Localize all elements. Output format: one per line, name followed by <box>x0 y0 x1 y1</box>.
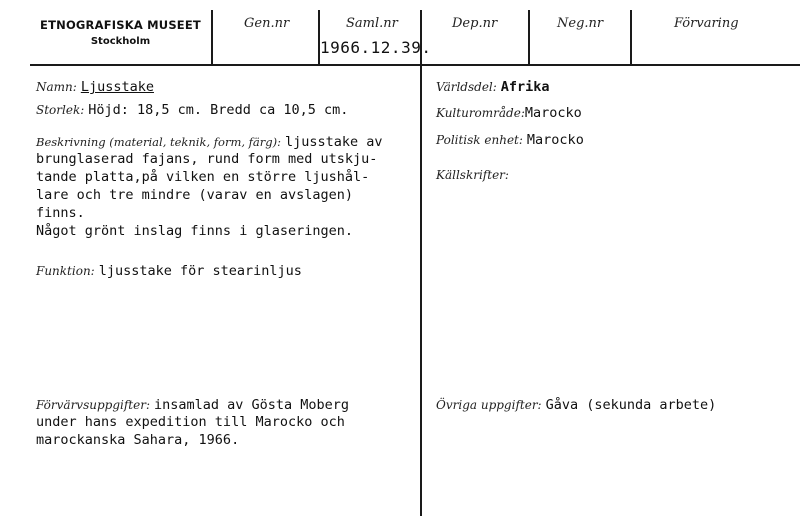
body-center-divider <box>420 64 422 516</box>
museum-name: ETNOGRAFISKA MUSEET <box>40 18 201 32</box>
namn-field <box>36 78 154 96</box>
neg-nr-label: Neg.nr <box>557 16 604 31</box>
kulturomrade-label: Kulturområde: <box>436 106 525 120</box>
forvarv-text: under hans expedition till Marocko och marockanska Sahara, 1966. <box>36 414 345 448</box>
saml-nr-value: 1966.12.39. <box>320 38 432 57</box>
kallskrifter-field <box>436 166 509 184</box>
storlek-label: Storlek: <box>36 103 85 117</box>
storlek-value: Höjd: 18,5 cm. Bredd ca 10,5 cm. <box>88 102 349 118</box>
varldsdel-field <box>436 78 550 96</box>
forvarv-first-line: insamlad av Gösta Moberg <box>154 397 350 413</box>
kulturomrade-value: Marocko <box>524 105 582 121</box>
forvarv-label: Förvärvsuppgifter: <box>36 398 150 412</box>
funktion-field <box>36 262 302 280</box>
beskrivning-first-line: ljusstake av <box>285 134 383 150</box>
dep-nr-label: Dep.nr <box>452 16 498 31</box>
funktion-label: Funktion: <box>36 264 95 278</box>
varldsdel-label: Världsdel: <box>436 80 497 94</box>
header-divider-5 <box>630 10 632 64</box>
forvarv-field <box>36 396 349 414</box>
gen-nr-label: Gen.nr <box>244 16 290 31</box>
museum-city: Stockholm <box>90 36 151 47</box>
politisk-value: Marocko <box>526 132 584 148</box>
funktion-value: ljusstake för stearinljus <box>98 263 302 279</box>
beskrivning-field <box>36 133 383 151</box>
namn-value: Ljusstake <box>80 79 154 95</box>
ovriga-label: Övriga uppgifter: <box>436 398 542 412</box>
beskrivning-text: brunglaserad fajans, rund form med utskju- tande platta,på vilken en större ljushål- lare och tre mindre (varav en avslagen) finns. Något grönt inslag finns i glaseringen. <box>36 151 378 239</box>
storlek-field <box>36 101 348 119</box>
header-divider-4 <box>528 10 530 64</box>
ovriga-field <box>436 396 716 414</box>
politisk-label: Politisk enhet: <box>436 133 523 147</box>
kallskrifter-label: Källskrifter: <box>436 168 509 182</box>
varldsdel-value: Afrika <box>500 79 550 95</box>
namn-label: Namn: <box>36 80 77 94</box>
beskrivning-label: Beskrivning (material, teknik, form, färg): <box>36 135 281 149</box>
forvaring-label: Förvaring <box>674 16 739 31</box>
saml-nr-label: Saml.nr <box>346 16 398 31</box>
header-divider-1 <box>211 10 213 64</box>
politisk-field <box>436 131 584 149</box>
header-bottom-rule <box>30 64 800 66</box>
ovriga-value: Gåva (sekunda arbete) <box>545 397 717 413</box>
kulturomrade-field <box>436 104 582 122</box>
